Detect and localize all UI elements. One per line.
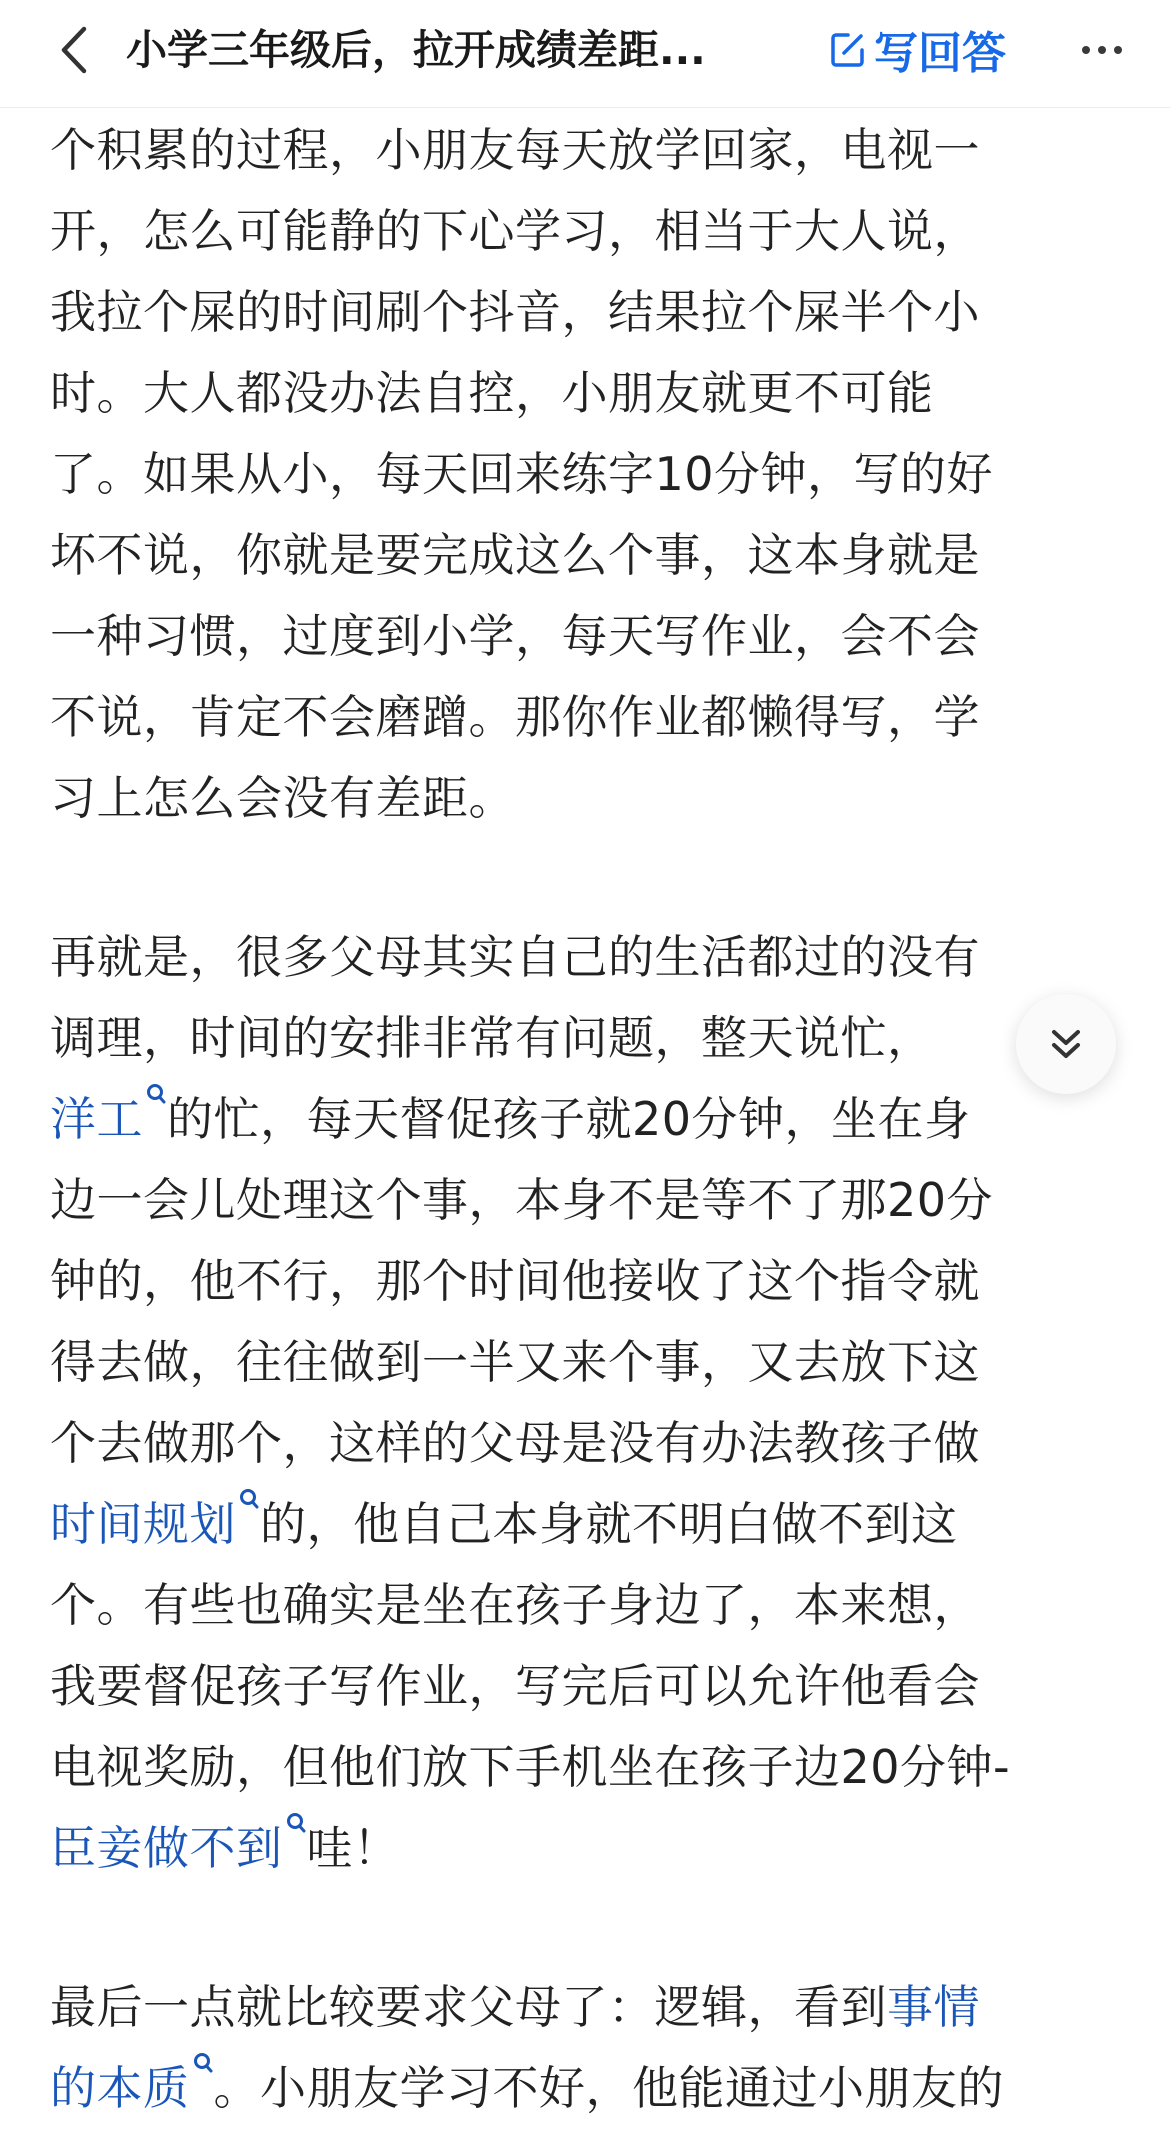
text-line: 电视奖励，但他们放下手机坐在孩子边20分钟- [50,1740,1011,1794]
text-line [50,1484,1090,1565]
paragraph-gap [50,839,1090,917]
search-icon [285,1812,307,1836]
paragraph-2 [50,917,1090,1889]
text-line: 开，怎么可能静的下心学习，相当于大人说， [50,204,980,258]
answer-content [50,110,1090,2129]
top-navigation-bar [0,0,1170,108]
text-line: 我拉个屎的时间刷个抖音，结果拉个屎半个小 [50,285,980,339]
text-segment: 的，他自己本身就不明白做不到这 [260,1497,958,1551]
search-icon [238,1488,260,1512]
more-dot [1098,46,1106,54]
more-dot [1082,46,1090,54]
text-line: 坏不说，你就是要完成这么个事，这本身就是 [50,528,980,582]
text-line [50,1967,1090,2048]
text-line [50,2048,1090,2129]
keyword-link[interactable] [50,2061,214,2115]
double-chevron-down-icon [1046,1024,1086,1064]
text-segment: 最后一点就比较要求父母了：逻辑，看到 [50,1980,887,2034]
text-line: 调理，时间的安排非常有问题，整天说忙， [50,1011,934,1065]
write-answer-label: 写回答 [874,28,1006,79]
keyword-link-text: 时间规划 [50,1497,236,1551]
text-line [50,1808,1090,1889]
search-icon [192,2052,214,2076]
text-line: 个积累的过程，小朋友每天放学回家，电视一 [50,123,980,177]
text-line: 再就是，很多父母其实自己的生活都过的没有 [50,930,980,984]
paragraph-gap [50,1889,1090,1967]
chevron-left-icon [54,25,94,75]
text-segment: 哇！ [306,1821,400,1875]
text-line: 边一会儿处理这个事，本身不是等不了那20分 [50,1173,994,1227]
paragraph-1 [50,110,1090,839]
keyword-link[interactable]: 事情 [887,1980,980,2034]
keyword-link-text: 的本质 [50,2061,190,2115]
keyword-link-text: 臣妾做不到 [50,1821,283,1875]
text-line: 个去做那个，这样的父母是没有办法教孩子做 [50,1416,980,1470]
text-segment: 的忙，每天督促孩子就20分钟，坐在身 [167,1092,971,1146]
keyword-link-text: 洋工 [50,1092,143,1146]
text-line: 一种习惯，过度到小学，每天写作业，会不会 [50,609,980,663]
text-line: 个。有些也确实是坐在孩子身边了，本来想， [50,1578,980,1632]
text-line: 我要督促孩子写作业，写完后可以允许他看会 [50,1659,980,1713]
more-dot [1114,46,1122,54]
text-line: 习上怎么会没有差距。 [50,771,515,825]
back-button[interactable] [44,20,104,80]
text-segment: 。小朋友学习不好，他能通过小朋友的 [213,2061,1004,2115]
search-icon [145,1083,167,1107]
text-line: 时。大人都没办法自控，小朋友就更不可能 [50,366,934,420]
keyword-link[interactable] [50,1497,260,1551]
scroll-next-button[interactable] [1016,994,1116,1094]
text-line: 了。如果从小，每天回来练字10分钟，写的好 [50,447,994,501]
text-line: 钟的，他不行，那个时间他接收了这个指令就 [50,1254,980,1308]
question-title[interactable]: 小学三年级后，拉开成绩差距... [126,26,706,74]
text-line: 不说，肯定不会磨蹭。那你作业都懒得写，学 [50,690,980,744]
more-button[interactable] [1072,20,1132,80]
keyword-link[interactable] [50,1821,307,1875]
text-line [50,1079,1090,1160]
keyword-link[interactable] [50,1092,167,1146]
paragraph-3 [50,1967,1090,2129]
text-line: 得去做，往往做到一半又来个事，又去放下这 [50,1335,980,1389]
write-answer-button[interactable] [828,18,1006,80]
edit-icon [828,29,868,69]
